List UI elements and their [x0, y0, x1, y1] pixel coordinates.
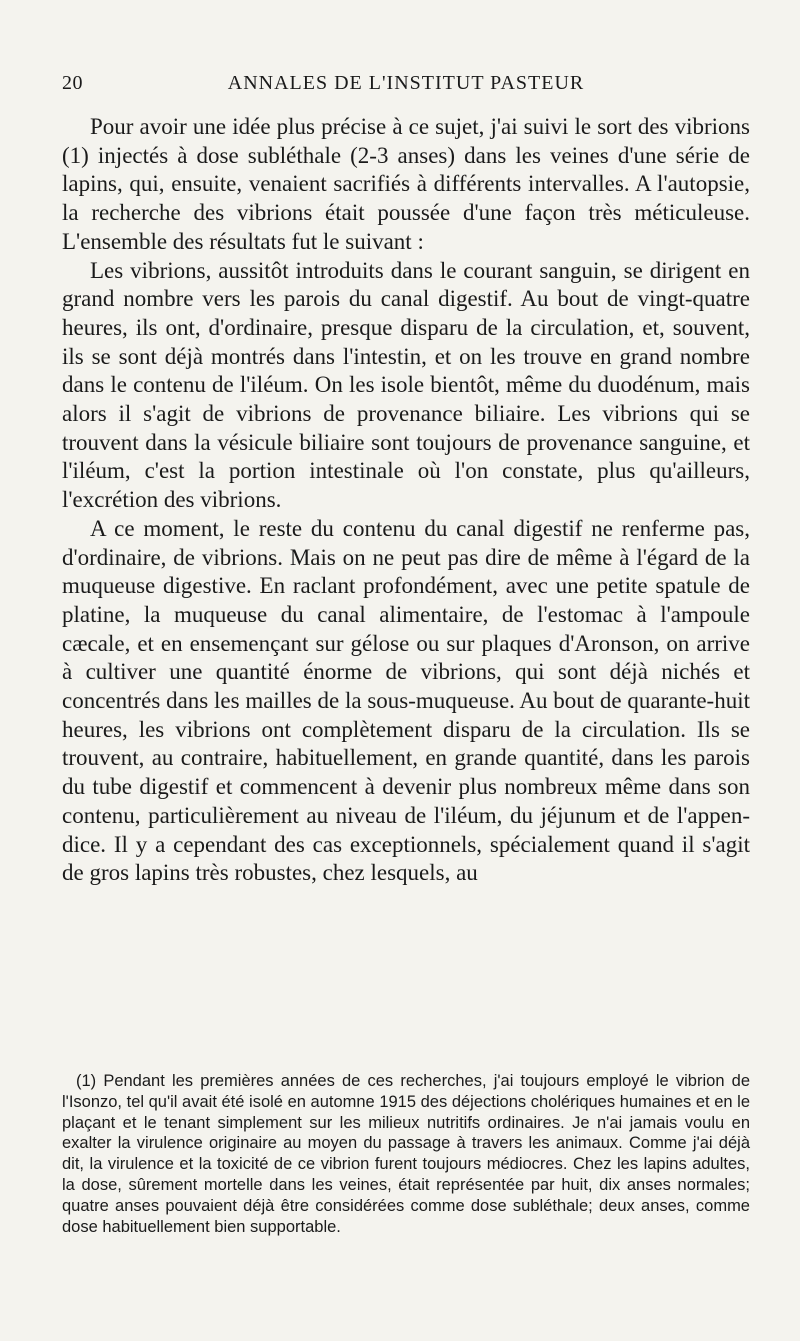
paragraph-1 [62, 113, 750, 257]
running-title: ANNALES DE L'INSTITUT PASTEUR [227, 72, 585, 94]
paragraph-1-text-start: Pour avoir une idée plus précise à ce sujet, j'ai suivi le sort des vibrions [90, 114, 750, 139]
footnote [62, 1071, 750, 1237]
footnote-reference: (1) [62, 142, 89, 168]
paragraph-3: A ce moment, le reste du contenu du canal digestif ne renferme pas, d'ordinaire, de vibrions. Mais on ne peut pas dire de même à l'égard de la muqueuse digestive. En raclant profondément, avec une petite spatule de platine, la muqueuse du canal alimentaire, de l'estomac à l'ampoule cæcale, et en ensemençant sur gélose ou sur plaques d'Aronson, on arrive à cultiver une quantité énorme de vibrions, qui sont déjà nichés et concentrés dans les mailles de la sous-muqueuse. Au bout de quarante-huit heures, les vibrions ont complètement disparu de la circulation. Ils se trouvent, au contraire, habituellement, en grande quantité, dans les parois du tube digestif et commencent à devenir plus nombreux même dans son contenu, particulièrement au niveau de l'iléum, du jéjunum et de l'appendice. Il y a cependant des cas exceptionnels, spécialement quand il s'agit de gros lapins très robustes, chez lesquels, au [62, 515, 750, 886]
page-number: 20 [62, 72, 83, 94]
paragraph-2: Les vibrions, aussitôt introduits dans le courant sanguin, se dirigent en grand nombre vers les parois du canal digestif. Au bout de vingt-quatre heures, ils ont, d'ordinaire, presque disparu de la circulation, et, souvent, ils se sont déjà montrés dans l'intestin, et on les trouve en grand nombre dans le contenu de l'iléum. On les isole bientôt, même du duodénum, mais alors il s'agit de vibrions de provenance biliaire. Les vibrions qui se trouvent dans la vésicule biliaire sont toujours de provenance sanguine, et l'iléum, c'est la portion intestinale où l'on constate, plus qu'ailleurs, l'excrétion des vibrions. [62, 257, 750, 513]
page-header [62, 72, 750, 100]
footnote-text: (1) Pendant les premières années de ces recherches, j'ai toujours employé le vibrion de l'Isonzo, tel qu'il avait été isolé en automne 1915 des déjections cholériques humaines et en le plaçant et le tenant simplement sur les milieux nutritifs ordinaires. Je n'ai jamais voulu en exalter la virulence originaire au moyen du passage à travers les animaux. Comme j'ai déjà dit, la virulence et la toxicité de ce vibrion furent toujours médiocres. Chez les lapins adultes, la dose, sûrement mortelle dans les veines, était représentée par huit, dix anses normales; quatre anses pouvaient déjà être considérées comme dose subléthale; deux anses, comme dose habituellement bien supportable. [62, 1072, 750, 1236]
paragraph-1-text-end: injectés à dose subléthale (2-3 anses) dans les veines d'une série de lapins, qui, ensuite, venaient sacrifiés à différents intervalles. A l'autopsie, la recherche des vibrions était poussée d'une façon très méticuleuse. L'ensemble des résultats fut le suivant : [62, 142, 750, 254]
body-text [62, 113, 750, 888]
